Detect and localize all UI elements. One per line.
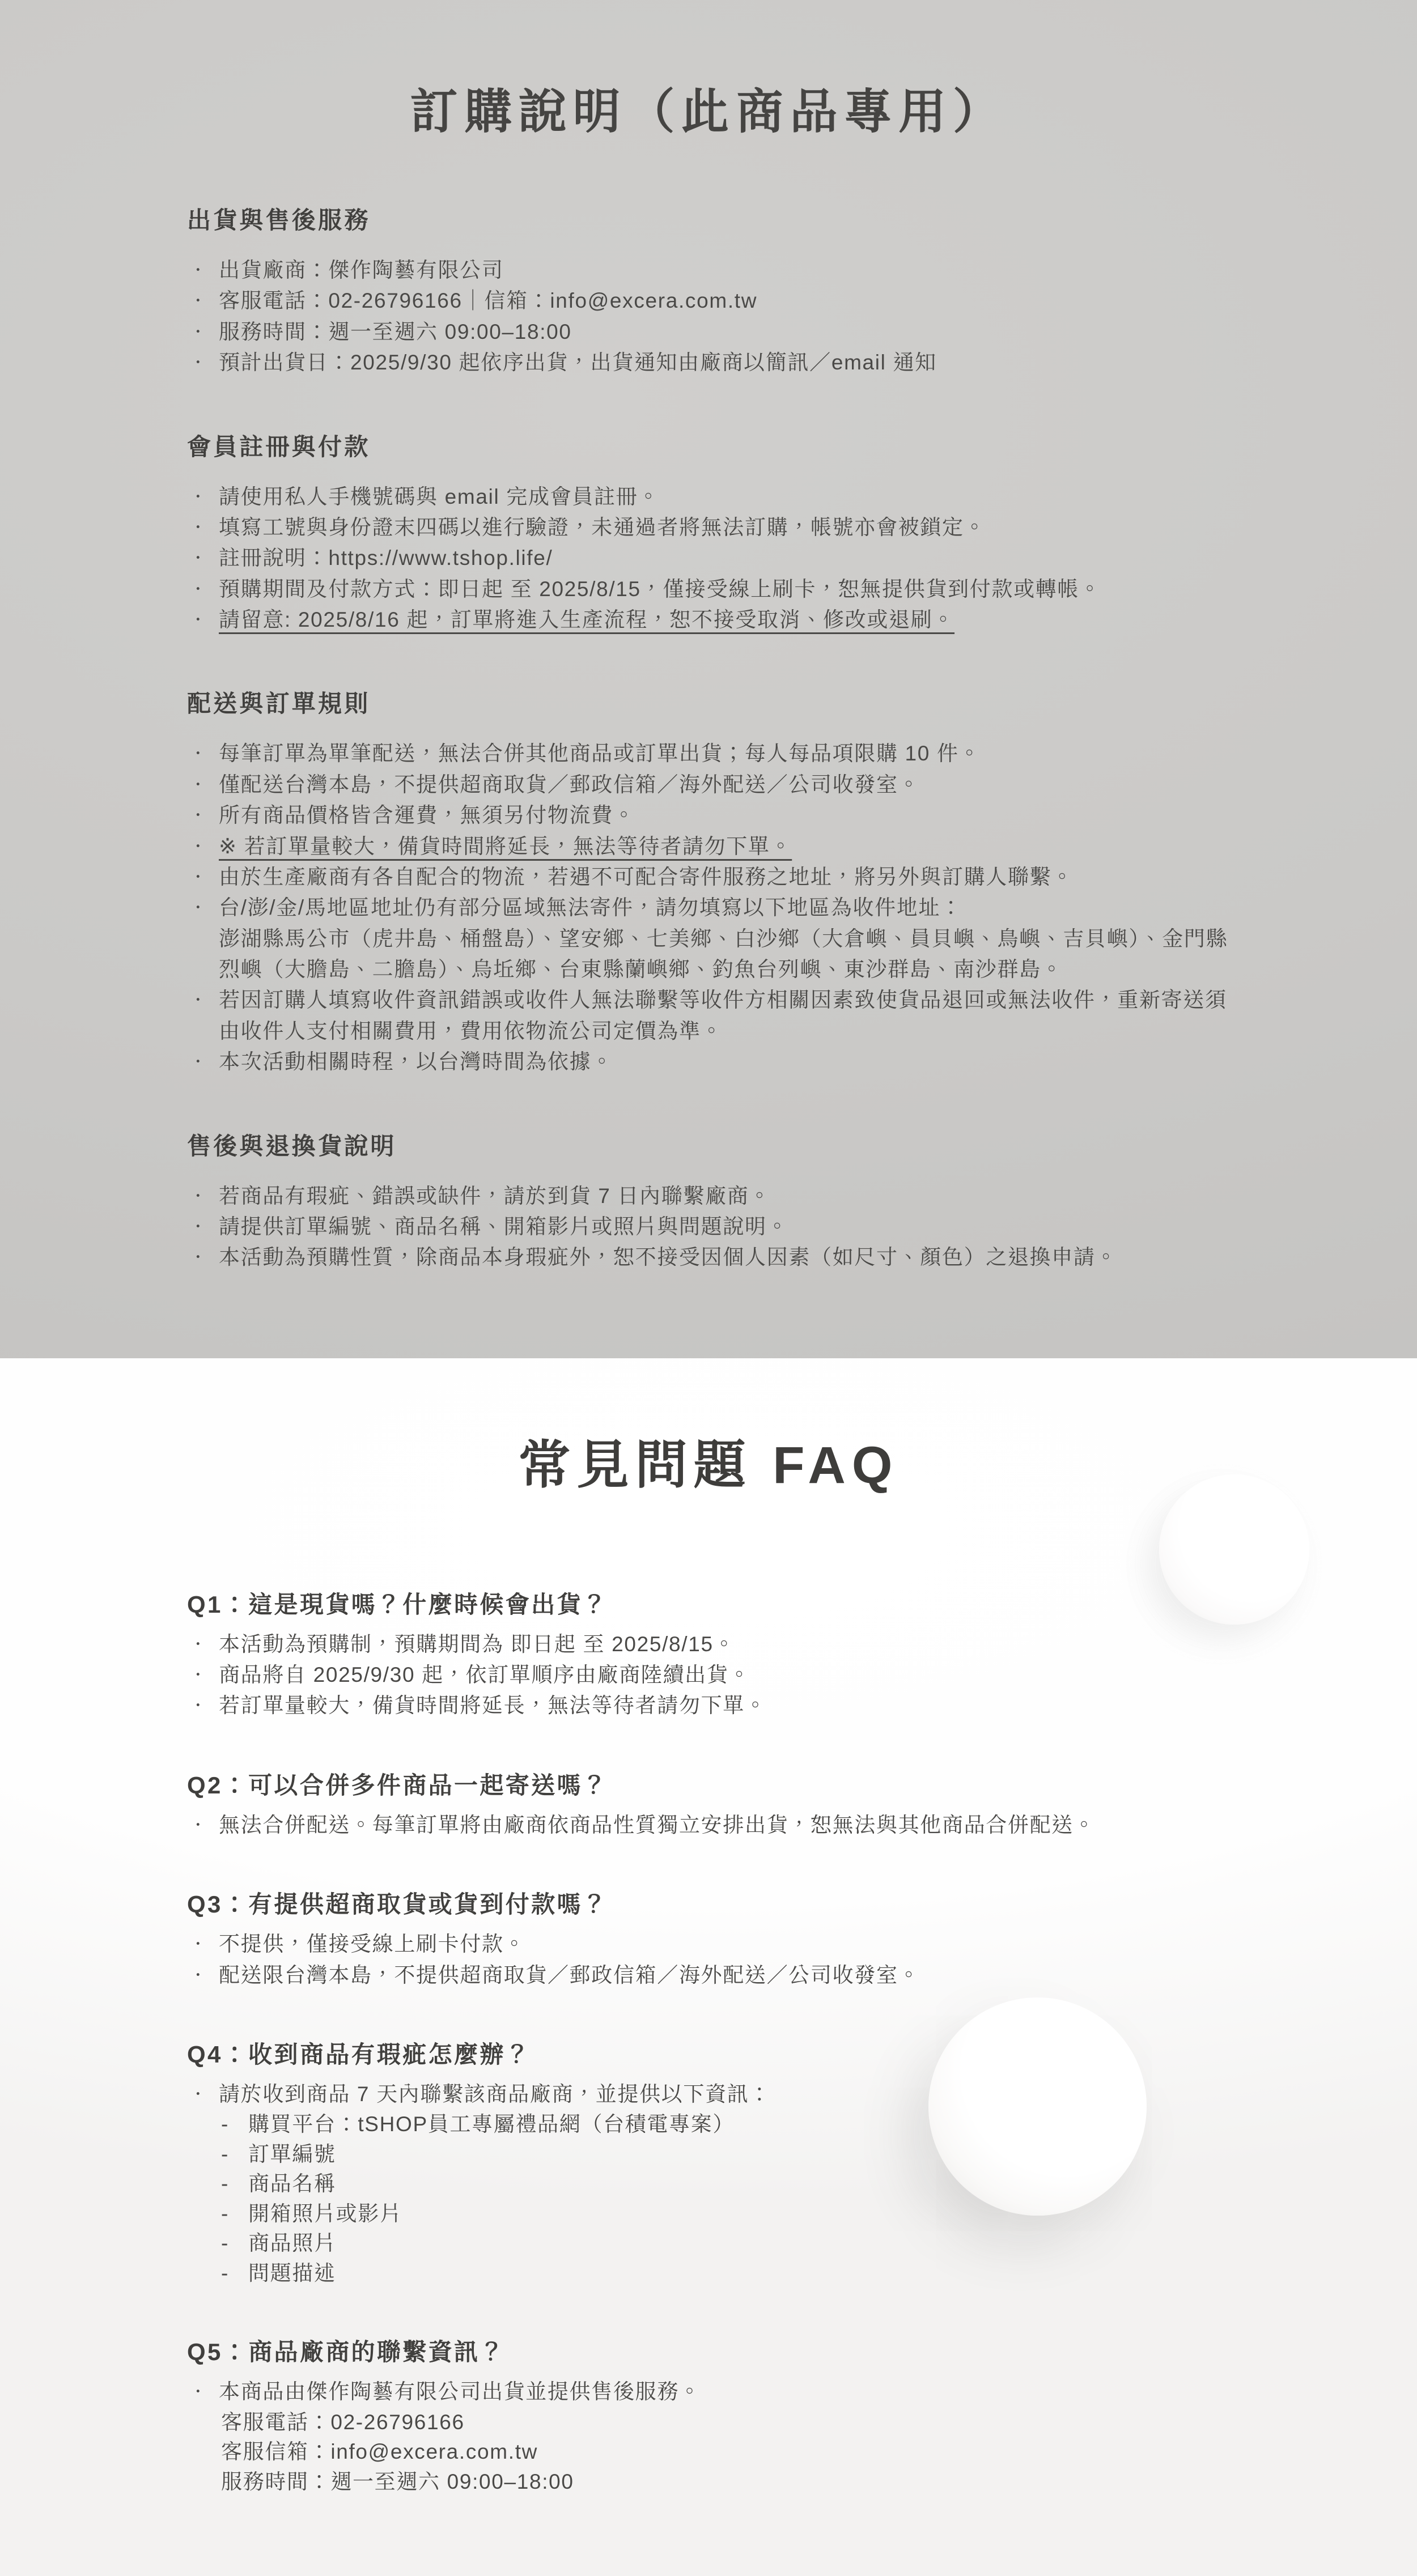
dash-icon: - bbox=[221, 2112, 229, 2136]
section-delivery-rules bbox=[187, 685, 1230, 1077]
item-text: 填寫工號與身份證末四碼以進行驗證，未通過者將無法訂購，帳號亦會被鎖定。 bbox=[219, 515, 986, 539]
answer-text: 不提供，僅接受線上刷卡付款。 bbox=[219, 1932, 526, 1956]
contact-email-line: 客服信箱：info@excera.com.tw bbox=[221, 2440, 538, 2464]
faq-question: Q5：商品廠商的聯繫資訊？ bbox=[187, 2339, 506, 2366]
faq-answer bbox=[187, 1629, 1230, 1660]
bullet-dot-icon: ・ bbox=[190, 899, 207, 917]
list-item bbox=[187, 770, 1230, 800]
bullet-dot-icon: ・ bbox=[190, 580, 207, 598]
item-text: 每筆訂單為單筆配送，無法合併其他商品或訂單出貨；每人每品項限購 10 件。 bbox=[219, 742, 981, 766]
item-text: 台/澎/金/馬地區地址仍有部分區域無法寄件，請勿填寫以下地區為收件地址： bbox=[219, 896, 962, 920]
sub-item-text: 問題描述 bbox=[248, 2261, 336, 2285]
item-text: 若因訂購人填寫收件資訊錯誤或收件人無法聯繫等收件方相關因素致使貨品退回或無法收件，重新寄送須由收件人支付相關費用，費用依物流公司定價為準。 bbox=[219, 988, 1227, 1043]
bullet-dot-icon: ・ bbox=[190, 868, 207, 886]
list-item bbox=[187, 255, 1230, 286]
section-heading: 售後與退換貨說明 bbox=[187, 1132, 397, 1159]
page-title: 訂購說明（此商品專用） bbox=[410, 85, 1007, 138]
dash-icon: - bbox=[221, 2231, 229, 2255]
dash-icon: - bbox=[221, 2201, 229, 2225]
item-text: 由於生產廠商有各自配合的物流，若遇不可配合寄件服務之地址，將另外與訂購人聯繫。 bbox=[219, 865, 1074, 889]
bullet-dot-icon: ・ bbox=[190, 1249, 207, 1266]
list-item bbox=[187, 1242, 1230, 1273]
required-info-item bbox=[221, 2169, 1230, 2199]
faq-question: Q1：這是現貨嗎？什麼時候會出貨？ bbox=[187, 1591, 609, 1618]
bullet-dot-icon: ・ bbox=[190, 292, 207, 310]
bullet-dot-icon: ・ bbox=[190, 323, 207, 341]
sub-item-text: 購買平台：tSHOP員工專屬禮品網（台積電專案） bbox=[248, 2112, 735, 2136]
bullet-dot-icon: ・ bbox=[190, 1218, 207, 1235]
bullet-dot-icon: ・ bbox=[190, 2085, 207, 2103]
list-item bbox=[187, 1181, 1230, 1212]
list-item-excluded-areas bbox=[187, 892, 1230, 985]
list-item bbox=[187, 317, 1230, 347]
list-item bbox=[187, 347, 1230, 378]
faq-answer bbox=[187, 1810, 1230, 1840]
faq-question: Q4：收到商品有瑕疵怎麼辦？ bbox=[187, 2041, 532, 2068]
section-heading: 出貨與售後服務 bbox=[187, 207, 371, 233]
faq-answer bbox=[187, 1960, 1230, 1991]
item-text: 預購期間及付款方式：即日起 至 2025/8/15，僅接受線上刷卡，恕無提供貨到付款或轉帳。 bbox=[219, 577, 1101, 601]
list-item bbox=[187, 543, 1230, 573]
dash-icon: - bbox=[221, 2261, 229, 2285]
bullet-dot-icon: ・ bbox=[190, 1635, 207, 1653]
bullet-dot-icon: ・ bbox=[190, 1816, 207, 1834]
list-item bbox=[187, 512, 1230, 543]
list-item bbox=[187, 985, 1230, 1047]
section-shipping-after-sales bbox=[187, 202, 1230, 379]
bullet-dot-icon: ・ bbox=[190, 776, 207, 793]
faq-item-q4 bbox=[187, 2036, 1230, 2289]
excluded-areas-detail: 澎湖縣馬公市（虎井島、桶盤島）、望安鄉、七美鄉、白沙鄉（大倉嶼、員貝嶼、鳥嶼、吉貝嶼）、金門縣烈嶼（大膽島、二膽島）、烏坵鄉、台東縣蘭嶼鄉、釣魚台列嶼、東沙群島、南沙群島。 bbox=[219, 926, 1228, 981]
list-item bbox=[187, 1047, 1230, 1077]
list-item-warning bbox=[187, 831, 1230, 862]
contact-hours-line: 服務時間：週一至週六 09:00–18:00 bbox=[221, 2469, 574, 2493]
item-text: 本活動為預購性質，除商品本身瑕疵外，恕不接受因個人因素（如尺寸、顏色）之退換申請。 bbox=[219, 1246, 1118, 1269]
bullet-dot-icon: ・ bbox=[190, 1667, 207, 1684]
bullet-dot-icon: ・ bbox=[190, 518, 207, 536]
faq-item-q3 bbox=[187, 1886, 1230, 1991]
item-text: 註冊說明：https://www.tshop.life/ bbox=[219, 546, 553, 570]
required-info-item bbox=[221, 2259, 1230, 2289]
item-text: 服務時間：週一至週六 09:00–18:00 bbox=[219, 320, 572, 343]
item-text: 若商品有瑕疵、錯誤或缺件，請於到貨 7 日內聯繫廠商。 bbox=[219, 1184, 771, 1208]
bullet-dot-icon: ・ bbox=[190, 611, 207, 628]
required-info-item bbox=[221, 2140, 1230, 2170]
bullet-dot-icon: ・ bbox=[190, 745, 207, 763]
required-info-item bbox=[221, 2229, 1230, 2259]
list-item bbox=[187, 862, 1230, 892]
bullet-dot-icon: ・ bbox=[190, 1187, 207, 1205]
item-text: 請提供訂單編號、商品名稱、開箱影片或照片與問題說明。 bbox=[219, 1214, 789, 1238]
faq-question: Q2：可以合併多件商品一起寄送嗎？ bbox=[187, 1771, 609, 1799]
list-item bbox=[187, 1212, 1230, 1242]
bullet-dot-icon: ・ bbox=[190, 1936, 207, 1953]
answer-text: 商品將自 2025/9/30 起，依訂單順序由廠商陸續出貨。 bbox=[219, 1663, 751, 1686]
faq-question: Q3：有提供超商取貨或貨到付款嗎？ bbox=[187, 1891, 609, 1918]
bullet-dot-icon: ・ bbox=[190, 1966, 207, 1984]
faq-item-q1 bbox=[187, 1586, 1230, 1721]
list-item bbox=[187, 482, 1230, 512]
required-info-item bbox=[221, 2110, 1230, 2140]
answer-text: 本活動為預購制，預購期間為 即日起 至 2025/8/15。 bbox=[219, 1632, 736, 1656]
item-text: 所有商品價格皆含運費，無須另付物流費。 bbox=[219, 804, 635, 827]
item-text: 僅配送台灣本島，不提供超商取貨／郵政信箱／海外配送／公司收發室。 bbox=[219, 772, 920, 796]
required-info-item bbox=[221, 2199, 1230, 2229]
sub-item-text: 商品名稱 bbox=[248, 2172, 336, 2196]
faq-section bbox=[0, 1358, 1417, 2576]
bullet-dot-icon: ・ bbox=[190, 354, 207, 372]
item-text: 出貨廠商：傑作陶藝有限公司 bbox=[219, 258, 504, 282]
sub-item-text: 訂單編號 bbox=[248, 2142, 336, 2166]
faq-answer bbox=[187, 1660, 1230, 1690]
required-info-list bbox=[187, 2110, 1230, 2288]
faq-answer bbox=[187, 1690, 1230, 1721]
item-text: 預計出貨日：2025/9/30 起依序出貨，出貨通知由廠商以簡訊／email 通知 bbox=[219, 351, 937, 375]
item-text: 客服電話：02-26796166｜信箱：info@excera.com.tw bbox=[219, 289, 758, 313]
bullet-dot-icon: ・ bbox=[190, 2383, 207, 2401]
faq-title: 常見問題 FAQ bbox=[518, 1436, 899, 1494]
bullet-dot-icon: ・ bbox=[190, 807, 207, 824]
section-heading: 配送與訂單規則 bbox=[187, 690, 371, 717]
bullet-dot-icon: ・ bbox=[190, 992, 207, 1009]
bullet-dot-icon: ・ bbox=[190, 488, 207, 505]
answer-text: 配送限台灣本島，不提供超商取貨／郵政信箱／海外配送／公司收發室。 bbox=[219, 1963, 920, 1987]
sub-item-text: 商品照片 bbox=[248, 2231, 336, 2255]
item-text: 請使用私人手機號碼與 email 完成會員註冊。 bbox=[219, 484, 660, 508]
bullet-dot-icon: ・ bbox=[190, 838, 207, 855]
item-text: 本次活動相關時程，以台灣時間為依據。 bbox=[219, 1050, 613, 1074]
list-item bbox=[187, 738, 1230, 769]
item-text: ※ 若訂單量較大，備貨時間將延長，無法等待者請勿下單。 bbox=[219, 834, 792, 858]
dash-icon: - bbox=[221, 2172, 229, 2196]
section-heading: 會員註冊與付款 bbox=[187, 433, 371, 460]
bullet-dot-icon: ・ bbox=[190, 550, 207, 567]
list-item-warning bbox=[187, 605, 1230, 635]
faq-item-q5 bbox=[187, 2333, 1230, 2497]
faq-answer bbox=[187, 2079, 1230, 2110]
section-returns bbox=[187, 1128, 1230, 1273]
list-item bbox=[187, 800, 1230, 831]
dash-icon: - bbox=[221, 2142, 229, 2166]
sub-item-text: 開箱照片或影片 bbox=[248, 2201, 402, 2225]
bullet-dot-icon: ・ bbox=[190, 1697, 207, 1715]
faq-answer bbox=[187, 2377, 1230, 2407]
list-item bbox=[187, 286, 1230, 316]
answer-text: 無法合併配送。每筆訂單將由廠商依商品性質獨立安排出貨，恕無法與其他商品合併配送。 bbox=[219, 1813, 1096, 1837]
faq-answer bbox=[187, 1929, 1230, 1959]
bullet-dot-icon: ・ bbox=[190, 1053, 207, 1071]
answer-text: 本商品由傑作陶藝有限公司出貨並提供售後服務。 bbox=[219, 2380, 701, 2404]
item-text: 請留意: 2025/8/16 起，訂單將進入生產流程，恕不接受取消、修改或退刷。 bbox=[219, 608, 955, 631]
contact-phone-line: 客服電話：02-26796166 bbox=[221, 2410, 465, 2434]
list-item bbox=[187, 574, 1230, 605]
answer-text: 若訂單量較大，備貨時間將延長，無法等待者請勿下單。 bbox=[219, 1694, 767, 1718]
bullet-dot-icon: ・ bbox=[190, 262, 207, 279]
faq-item-q2 bbox=[187, 1767, 1230, 1840]
section-member-payment bbox=[187, 428, 1230, 636]
answer-text: 請於收到商品 7 天內聯繫該商品廠商，並提供以下資訊： bbox=[219, 2082, 771, 2106]
